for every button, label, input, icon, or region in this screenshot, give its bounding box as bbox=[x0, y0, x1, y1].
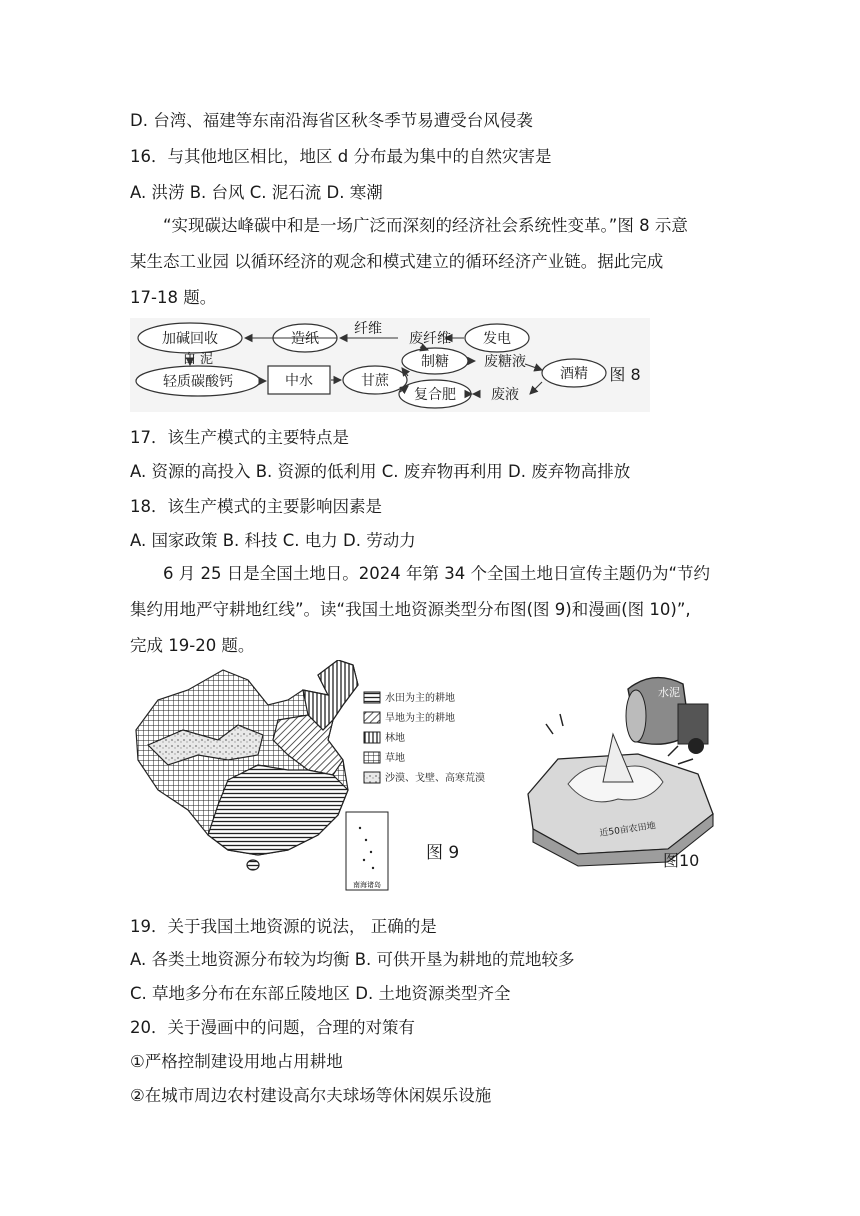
figure-8-flowchart bbox=[130, 318, 650, 412]
para2-line-2: 集约用地严守耕地红线”。读“我国土地资源类型分布图(图 9)和漫画(图 10)”, bbox=[130, 600, 691, 619]
legend-item-3: 林地 bbox=[385, 733, 405, 744]
legend-item-1: 水田为主的耕地 bbox=[385, 693, 455, 704]
para2-line-1: 6 月 25 日是全国土地日。2024 年第 34 个全国土地日宣传主题仍为“节约 bbox=[163, 564, 710, 583]
label-jiujing: 酒精 bbox=[560, 366, 588, 382]
line-option-d: D. 台湾、福建等东南沿海省区秋冬季节易遭受台风侵袭 bbox=[130, 111, 533, 130]
label-ganzhe: 甘蔗 bbox=[361, 373, 389, 389]
question-18-options: A. 国家政策 B. 科技 C. 电力 D. 劳动力 bbox=[130, 531, 416, 550]
para-line-1: “实现碳达峰碳中和是一场广泛而深刻的经济社会系统性变革。”图 8 示意 bbox=[163, 216, 688, 235]
question-19-options-ab: A. 各类土地资源分布较为均衡 B. 可供开垦为耕地的荒地较多 bbox=[130, 950, 575, 969]
label-fuhefei: 复合肥 bbox=[414, 387, 456, 403]
land-label: 近50亩农田地 bbox=[599, 821, 657, 839]
question-16: 16．与其他地区相比，地区 d 分布最为集中的自然灾害是 bbox=[130, 147, 552, 166]
para2-line-3: 完成 19-20 题。 bbox=[130, 636, 255, 655]
question-19-options-cd: C. 草地多分布在东部丘陵地区 D. 土地资源类型齐全 bbox=[130, 984, 511, 1003]
legend bbox=[364, 691, 485, 784]
para-line-2: 某生态工业园 以循环经济的观念和模式建立的循环经济产业链。据此完成 bbox=[130, 252, 664, 271]
legend-item-5: 沙漠、戈壁、高寒荒漠 bbox=[385, 773, 485, 784]
label-baini: 白 泥 bbox=[182, 352, 214, 367]
legend-item-2: 旱地为主的耕地 bbox=[385, 713, 455, 724]
inset-label: 南海诸岛 bbox=[353, 881, 381, 889]
intro-paragraph-17-18 bbox=[130, 208, 730, 316]
question-17: 17．该生产模式的主要特点是 bbox=[130, 428, 349, 447]
figure-10-cartoon bbox=[518, 664, 718, 884]
label-qingzhi: 轻质碳酸钙 bbox=[163, 374, 233, 390]
figure-9-map bbox=[128, 660, 486, 892]
question-20-item-2: ②在城市周边农村建设高尔夫球场等休闲娱乐设施 bbox=[130, 1086, 492, 1105]
truck-label: 水泥 bbox=[658, 686, 680, 699]
para-line-3: 17-18 题。 bbox=[130, 288, 217, 307]
label-zaozhi: 造纸 bbox=[291, 331, 319, 347]
question-17-options: A. 资源的高投入 B. 资源的低利用 C. 废弃物再利用 D. 废弃物高排放 bbox=[130, 462, 631, 481]
label-zhongshui: 中水 bbox=[285, 373, 313, 389]
figure-10-caption: 图10 bbox=[663, 851, 700, 870]
question-18: 18．该生产模式的主要影响因素是 bbox=[130, 497, 382, 516]
label-jiajian: 加碱回收 bbox=[162, 331, 218, 347]
label-feitangye: 废糖液 bbox=[484, 354, 526, 370]
legend-item-4: 草地 bbox=[385, 753, 405, 764]
intro-paragraph-19-20 bbox=[130, 556, 730, 664]
label-xianwei: 纤维 bbox=[354, 321, 382, 337]
china-map bbox=[136, 660, 358, 870]
inset-south-china-sea bbox=[346, 812, 388, 890]
question-20: 20．关于漫画中的问题，合理的对策有 bbox=[130, 1018, 415, 1037]
question-16-options: A. 洪涝 B. 台风 C. 泥石流 D. 寒潮 bbox=[130, 183, 383, 202]
label-feiye: 废液 bbox=[491, 387, 519, 403]
label-feixianwei: 废纤维 bbox=[409, 331, 451, 347]
label-fadian: 发电 bbox=[483, 331, 511, 347]
figure-8-caption: 图 8 bbox=[609, 365, 641, 384]
question-20-item-1: ①严格控制建设用地占用耕地 bbox=[130, 1052, 343, 1071]
question-19: 19．关于我国土地资源的说法， 正确的是 bbox=[130, 917, 437, 936]
label-zhitang: 制糖 bbox=[421, 354, 449, 370]
figure-9-caption: 图 9 bbox=[426, 843, 460, 863]
